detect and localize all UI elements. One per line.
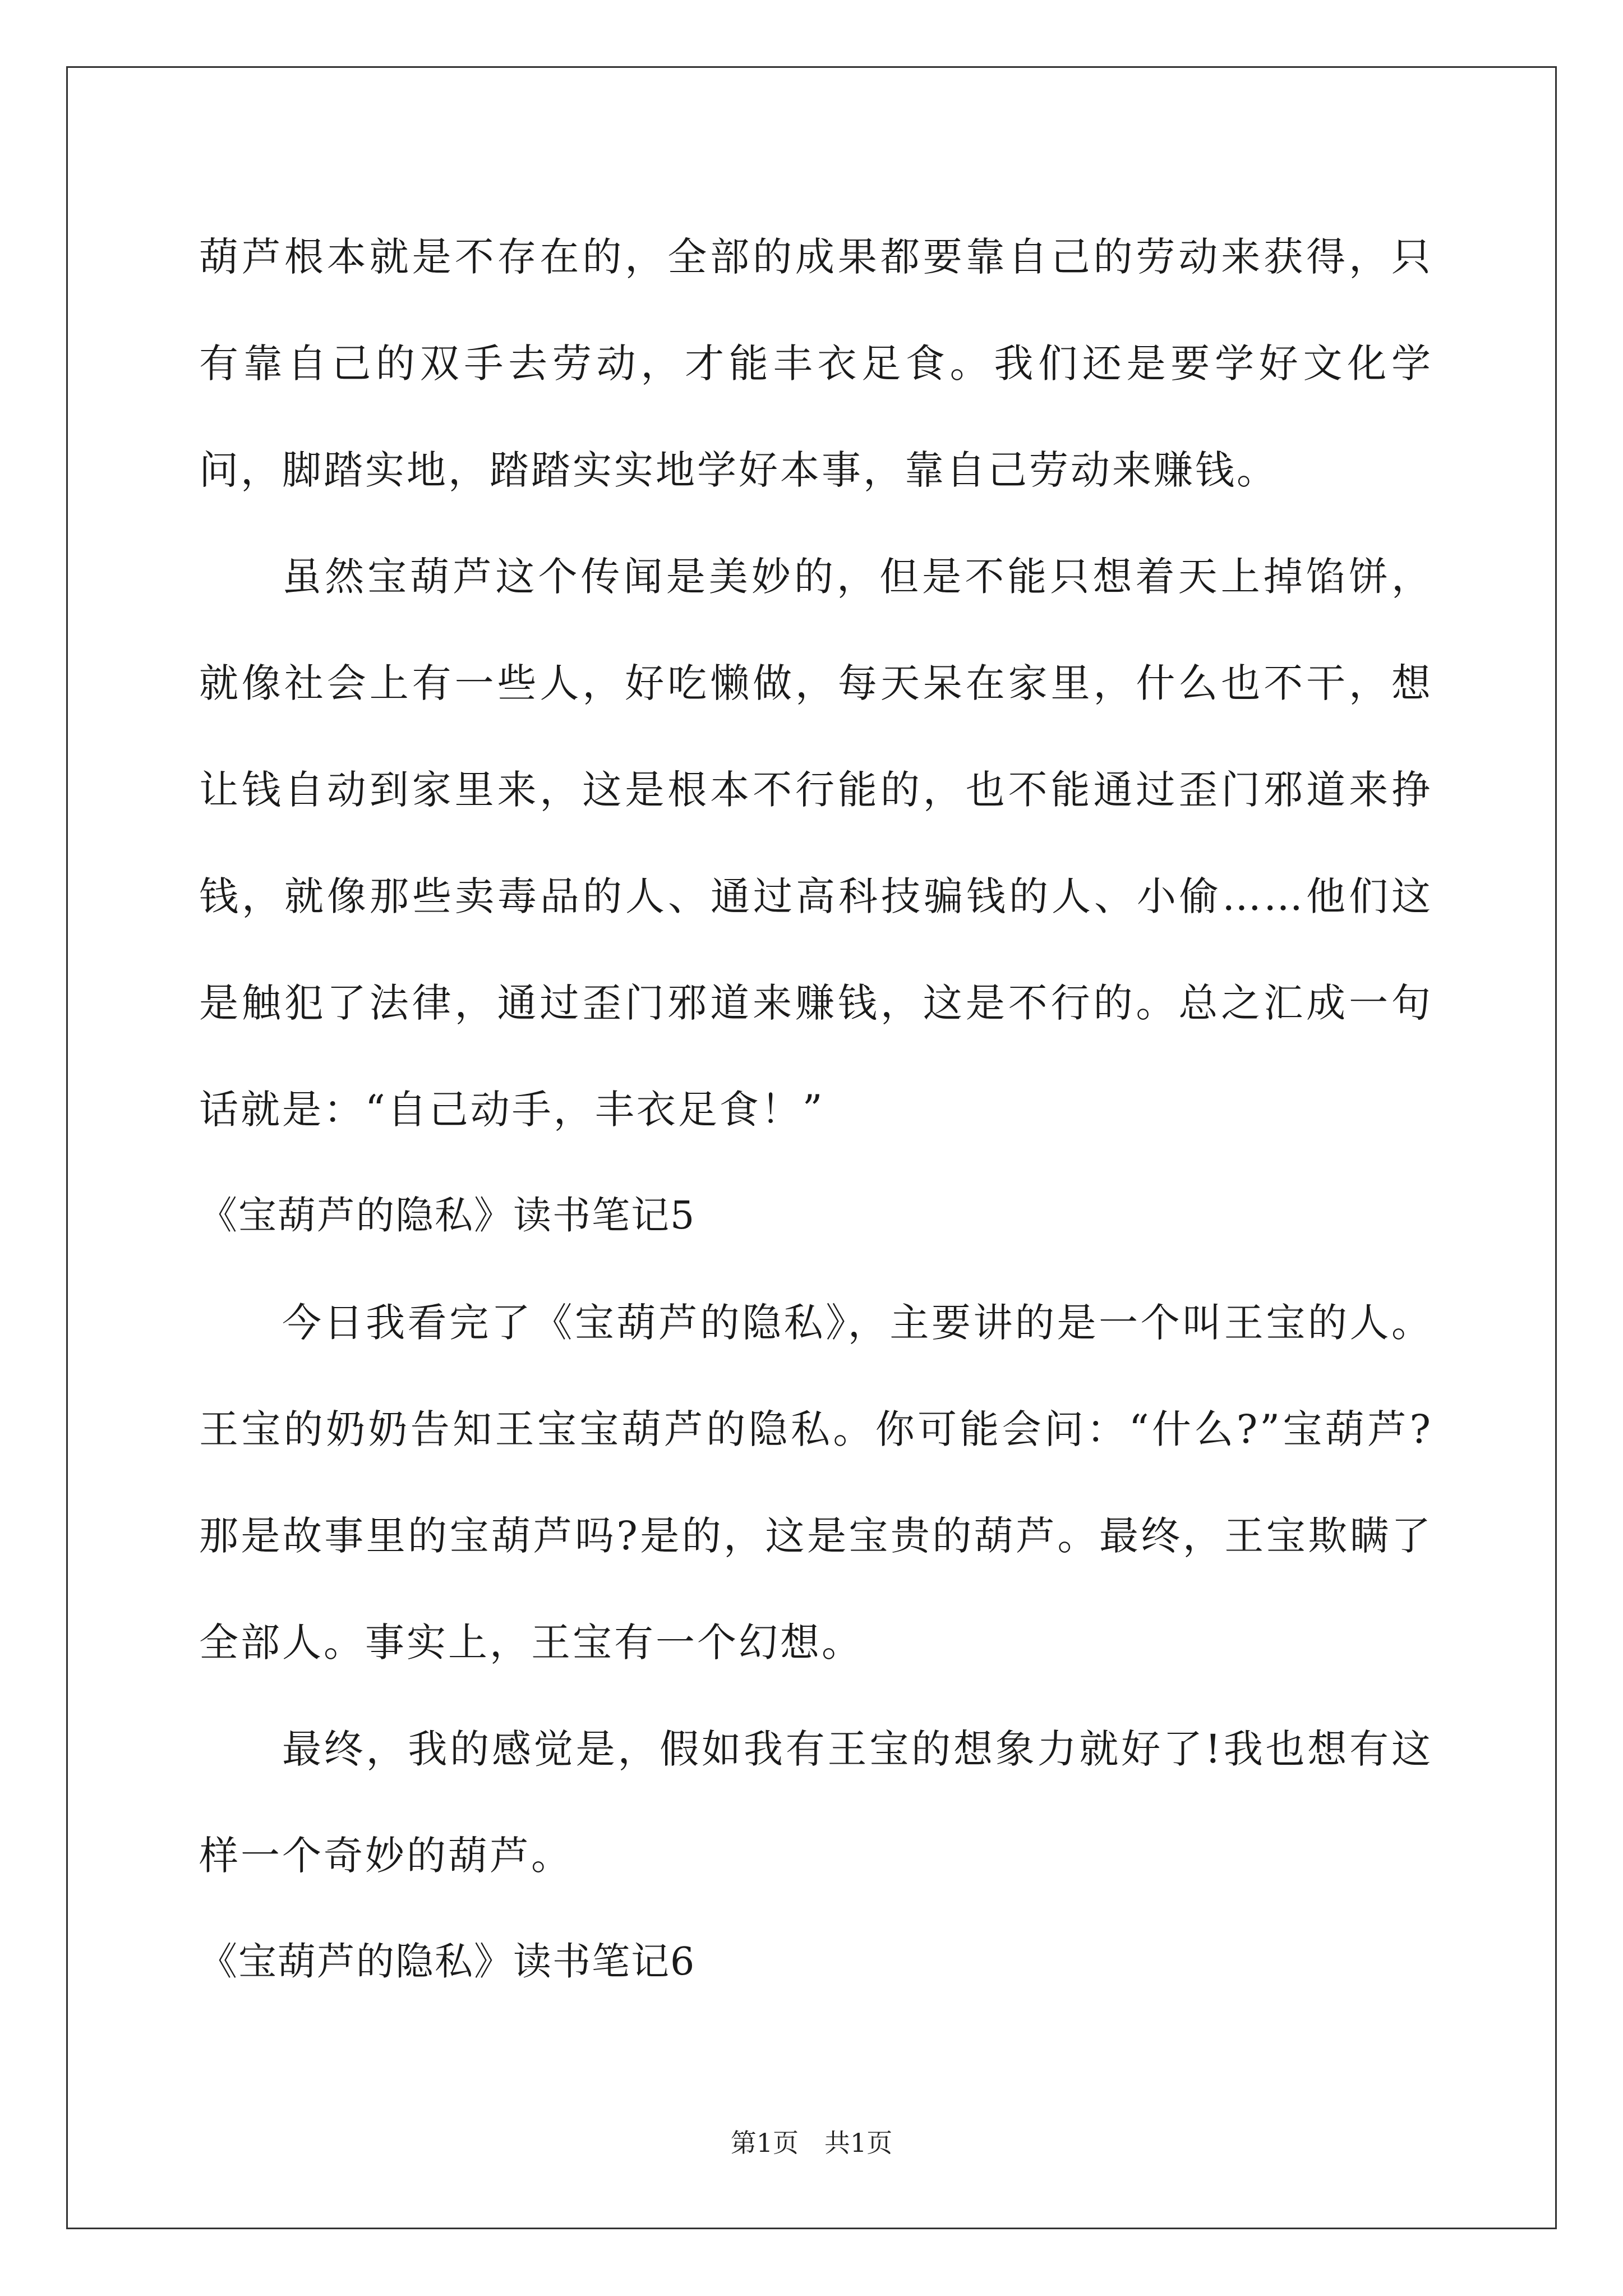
- section-heading: 《宝葫芦的隐私》读书笔记6: [199, 1940, 696, 1984]
- paragraph: 今日我看完了《宝葫芦的隐私》，主要讲的是一个叫王宝的人。王宝的奶奶告知王宝宝葫芦的隐私。你可能会问：“什么?”宝葫芦?那是故事里的宝葫芦吗?是的，这是宝贵的葫芦。最终，王宝欺瞒了全部人。事实上，王宝有一个幻想。: [199, 1300, 1433, 1665]
- document-body: [199, 204, 1433, 2016]
- section-heading: 《宝葫芦的隐私》读书笔记5: [199, 1194, 696, 1238]
- paragraph: 虽然宝葫芦这个传闻是美妙的，但是不能只想着天上掉馅饼，就像社会上有一些人，好吃懒做，每天呆在家里，什么也不干，想让钱自动到家里来，这是根本不行能的，也不能通过歪门邪道来挣钱，就像那些卖毒品的人、通过高科技骗钱的人、小偷……他们这是触犯了法律，通过歪门邪道来赚钱，这是不行的。总之汇成一句话就是：“自己动手，丰衣足食！”: [199, 554, 1433, 1133]
- paragraph-continuation: 葫芦根本就是不存在的，全部的成果都要靠自己的劳动来获得，只有靠自己的双手去劳动，才能丰衣足食。我们还是要学好文化学问，脚踏实地，踏踏实实地学好本事，靠自己劳动来赚钱。: [199, 234, 1433, 493]
- paragraph: 最终，我的感觉是，假如我有王宝的想象力就好了!我也想有这样一个奇妙的葫芦。: [199, 1726, 1433, 1879]
- page-number-footer: 第1页 共1页: [730, 2128, 893, 2158]
